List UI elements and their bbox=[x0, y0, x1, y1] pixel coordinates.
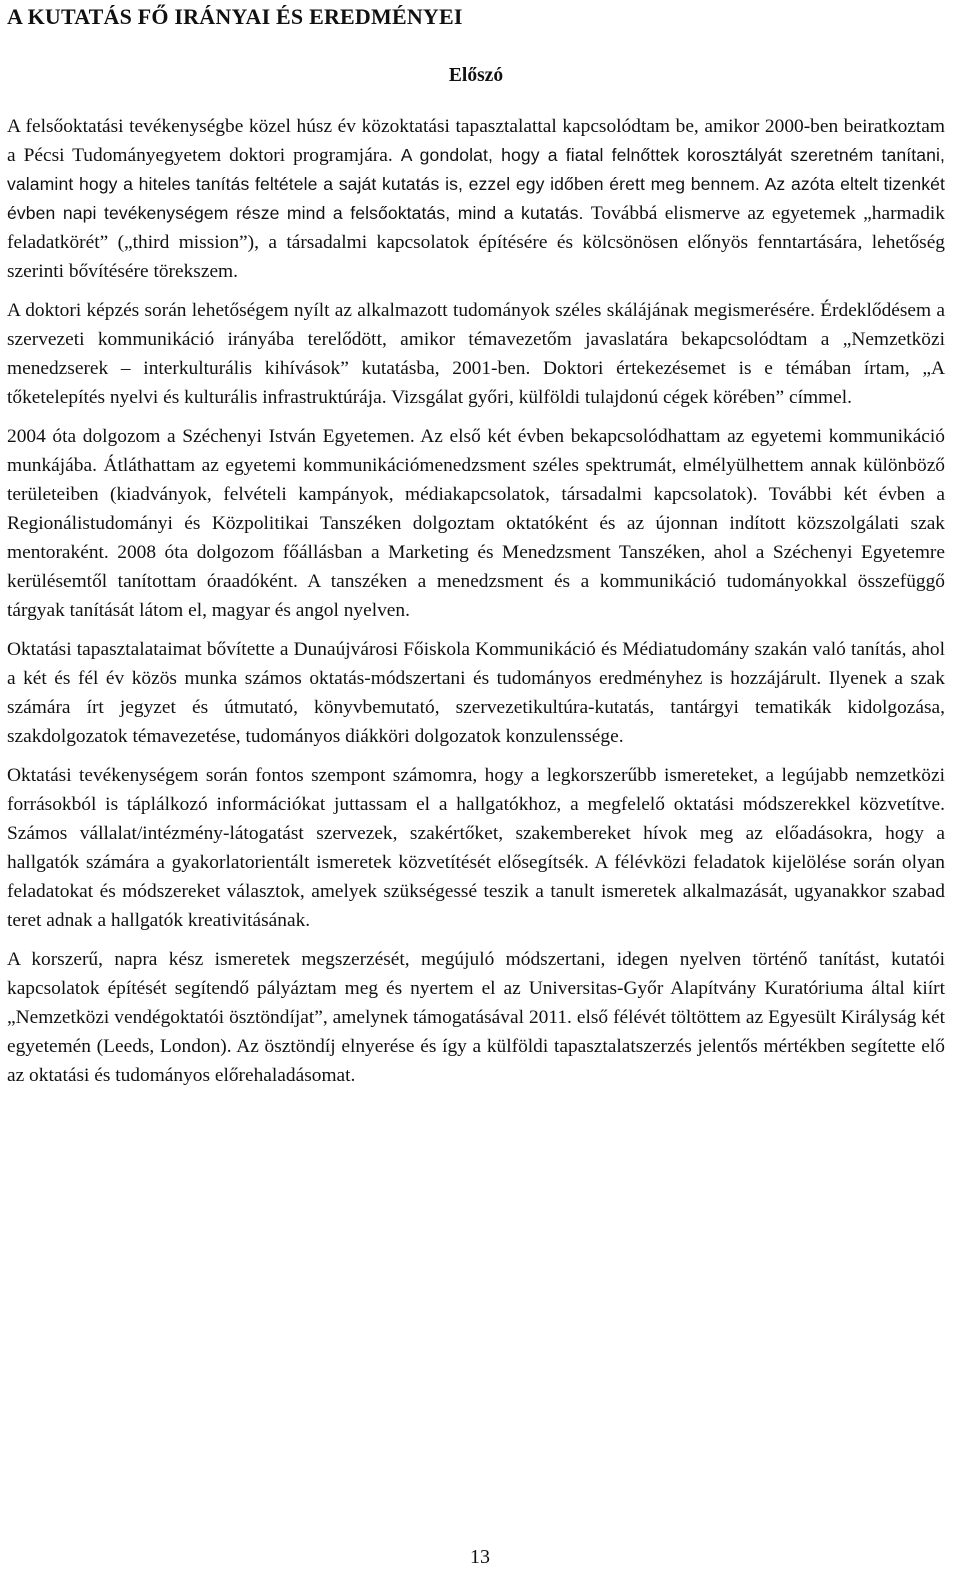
section-title: Előszó bbox=[448, 65, 504, 86]
paragraph-2 bbox=[7, 296, 945, 412]
paragraph-1-run-2: A gondolat, hogy a fiatal felnőttek korosztályát szeretném tanítani, valamint hogy a hiteles tanítás feltétele a saját kutatás is, ezzel egy időben érett meg bennem. Az azóta eltelt tizenkét évben napi tevékenységem része mind a felsőoktatás, mind a kutatás. bbox=[7, 145, 945, 223]
paragraph-6-text: A korszerű, napra kész ismeretek megszerzését, megújuló módszertani, idegen nyelven történő tanítást, kutatói kapcsolatok építését segítendő pályáztam meg és nyertem el az Universitas-Győr Alapítvány Kuratóriuma által kiírt „Nemzetközi vendégoktatói ösztöndíjat”, amelynek támogatásával 2011. első félévét töltöttem az Egyesült Királyság két egyetemén (Leeds, London). Az ösztöndíj elnyerése és így a külföldi tapasztalatszerzés jelentős mértékben segítette elő az oktatási és tudományos előrehaladásomat. bbox=[7, 949, 945, 1086]
paragraph-3 bbox=[7, 422, 945, 625]
paragraph-4 bbox=[7, 635, 945, 751]
paragraph-3-text: 2004 óta dolgozom a Széchenyi István Egyetemen. Az első két évben bekapcsolódhattam az egyetemi kommunikáció munkájába. Átláthattam az egyetemi kommunikációmenedzsment széles spektrumát, elmélyülhettem annak különböző területeiben (kiadványok, felvételi kampányok, médiakapcsolatok, társadalmi kapcsolatok). További két évben a Regionálistudományi és Közpolitikai Tanszéken dolgoztam oktatóként és az újonnan indított közszolgálati szak mentoraként. 2008 óta dolgozom főállásban a Marketing és Menedzsment Tanszéken, ahol a Széchenyi Egyetemre kerülésemtől tanítottam óraadóként. A tanszéken a menedzsment és a kommunikáció tudományokkal összefüggő tárgyak tanítását látom el, magyar és angol nyelven. bbox=[7, 426, 945, 621]
paragraph-5 bbox=[7, 761, 945, 935]
chapter-title: A KUTATÁS FŐ IRÁNYAI ÉS EREDMÉNYEI bbox=[7, 4, 463, 29]
paragraph-1-run-1: A felsőoktatási tevékenységbe közel húsz év közoktatási tapasztalattal kapcsolódtam be, amikor 2000-ben beiratkoztam a Pécsi Tudományegyetem doktori programjára. bbox=[7, 116, 945, 166]
page-number: 13 bbox=[470, 1546, 490, 1568]
paragraph-6 bbox=[7, 945, 945, 1090]
paragraph-5-text: Oktatási tevékenységem során fontos szempont számomra, hogy a legkorszerűbb ismereteket, a legújabb nemzetközi forrásokból is táplálkozó információkat juttassam el a hallgatókhoz, a megfelelő oktatási módszerekkel közvetítve. Számos vállalat/intézmény-látogatást szervezek, szakértőket, szakembereket hívok meg az előadásokra, hogy a hallgatók számára a gyakorlatorientált ismeretek közvetítését elősegítsék. A félévközi feladatok kijelölése során olyan feladatokat és módszereket választok, amelyek szükségessé teszik a tanult ismeretek alkalmazását, ugyanakkor szabad teret adnak a hallgatók kreativitásának. bbox=[7, 765, 945, 931]
paragraph-4-text: Oktatási tapasztalataimat bővítette a Dunaújvárosi Főiskola Kommunikáció és Médiatudomány szakán való tanítás, ahol a két és fél év közös munka számos oktatás-módszertani és tudományos eredményhez is hozzájárult. Ilyenek a szak számára írt jegyzet és útmutató, könyvbemutató, szervezetikultúra-kutatás, tantárgyi tematikák kidolgozása, szakdolgozatok témavezetése, tudományos diákköri dolgozatok konzulenssége. bbox=[7, 639, 945, 747]
paragraph-1-run-3: Továbbá elismerve az egyetemek „harmadik feladatkörét” („third mission”), a társadalmi kapcsolatok építésére és kölcsönösen előnyös fenntartására, lehetőség szerinti bővítésére törekszem. bbox=[7, 203, 946, 282]
paragraph-1 bbox=[7, 112, 945, 286]
paragraph-2-text: A doktori képzés során lehetőségem nyílt az alkalmazott tudományok széles skálájának megismerésére. Érdeklődésem a szervezeti kommunikáció irányába terelődött, amikor témavezetőm javaslatára bekapcsolódtam a „Nemzetközi menedzserek – interkulturális kihívások” kutatásba, 2001-ben. Doktori értekezésemet is e témában írtam, „A tőketelepítés nyelvi és kulturális infrastruktúrája. Vizsgálat győri, külföldi tulajdonú cégek körében” címmel. bbox=[7, 300, 945, 408]
document-page bbox=[7, 0, 945, 1090]
